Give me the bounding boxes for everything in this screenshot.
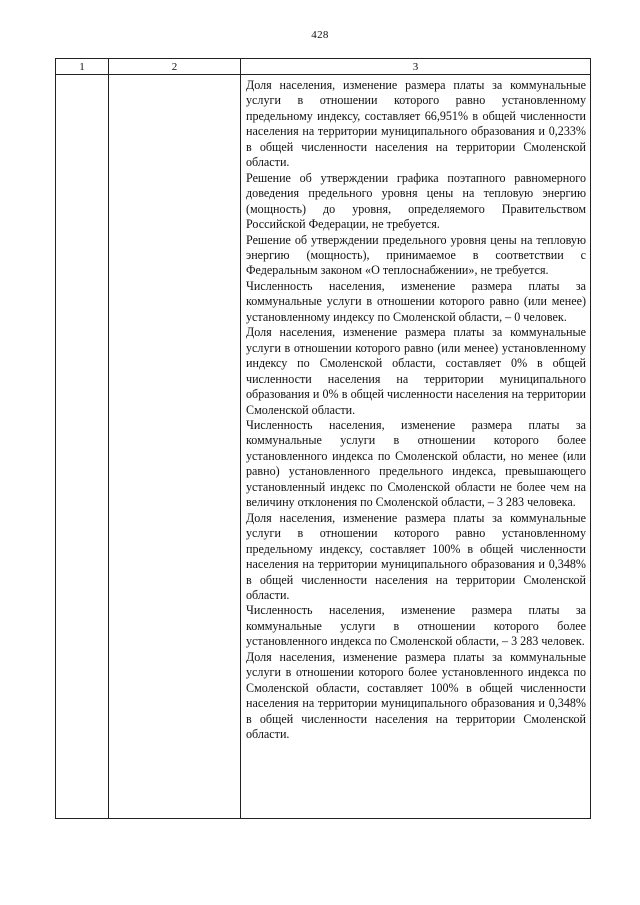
paragraph: Доля населения, изменение размера платы за коммунальные услуги в отношении которого равно (или менее) установленному индексу по Смоленской области, составляет 0% в общей численности населения на территории муниципального образования и 0% в общей численности населения на территории Смоленской области. [246, 325, 586, 417]
column-2-cell [109, 75, 241, 819]
document-table [55, 58, 591, 819]
table-row [56, 75, 591, 819]
paragraph: Доля населения, изменение размера платы за коммунальные услуги в отношении которого равно установленному предельному индексу, составляет 100% в общей численности населения на территории муниципального образования и 0,348% в общей численности населения на территории Смоленской области. [246, 510, 586, 602]
column-header-2: 2 [109, 59, 241, 75]
paragraph: Численность населения, изменение размера платы за коммунальные услуги в отношении которого более установленного индекса по Смоленской области, – 3 283 человек. [246, 603, 586, 649]
column-header-3: 3 [241, 59, 591, 75]
table-header-row [56, 59, 591, 75]
paragraph: Численность населения, изменение размера платы за коммунальные услуги в отношении которого более установленного индекса по Смоленской области, но менее (или равно) установленного предельного индекса, превышающего установленный индекс по Смоленской области не более чем на величину отклонения по Смоленской области, – 3 283 человека. [246, 417, 586, 510]
column-1-cell [56, 75, 109, 819]
paragraph: Численность населения, изменение размера платы за коммунальные услуги в отношении которого равно (или менее) установленному индексу по Смоленской области, – 0 человек. [246, 278, 586, 324]
page-number: 428 [311, 29, 329, 41]
paragraph: Решение об утверждении предельного уровня цены на тепловую энергию (мощность), принимаемое в соответствии с Федеральным законом «О теплоснабжении», не требуется. [246, 232, 586, 278]
paragraph: Доля населения, изменение размера платы за коммунальные услуги в отношении которого более установленного индекса по Смоленской области, составляет 100% в общей численности населения на территории муниципального образования и 0,348% в общей численности населения на территории Смоленской области. [246, 649, 586, 742]
column-3-cell [241, 75, 591, 819]
column-header-1: 1 [56, 59, 109, 75]
paragraph: Решение об утверждении графика поэтапного равномерного доведения предельного уровня цены на тепловую энергию (мощность) до уровня, определяемого Правительством Российской Федерации, не требуется. [246, 170, 586, 232]
paragraph: Доля населения, изменение размера платы за коммунальные услуги в отношении которого равно установленному предельному индексу, составляет 66,951% в общей численности населения на территории муниципального образования и 0,233% в общей численности населения на территории Смоленской области. [246, 78, 586, 170]
